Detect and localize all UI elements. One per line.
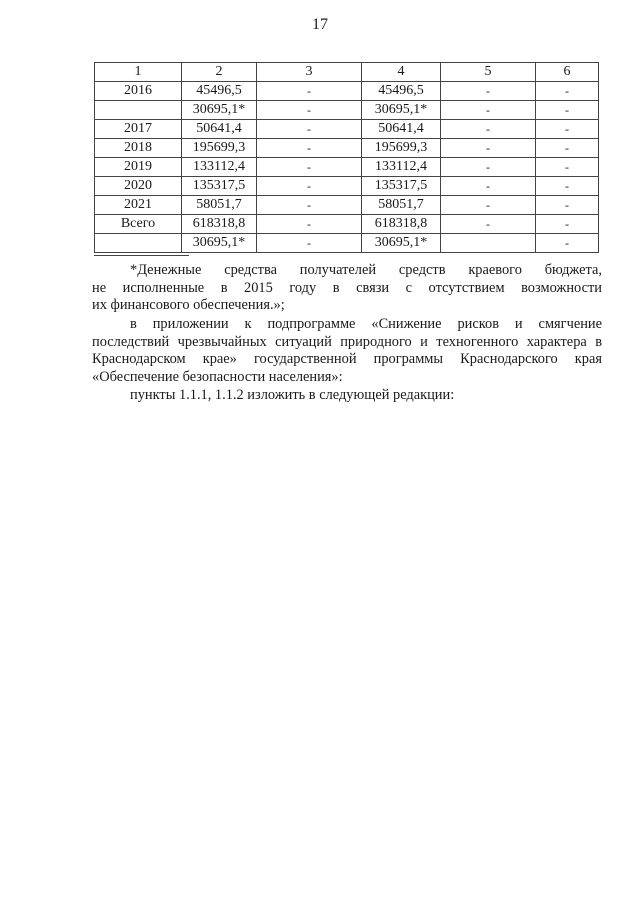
value-cell: - bbox=[441, 215, 536, 234]
header-cell: 4 bbox=[362, 63, 441, 82]
value-cell: 133112,4 bbox=[182, 158, 257, 177]
value-cell: 45496,5 bbox=[362, 82, 441, 101]
table-row bbox=[95, 177, 599, 196]
header-cell: 6 bbox=[536, 63, 599, 82]
year-cell: 2016 bbox=[95, 82, 182, 101]
paragraph-line: пункты 1.1.1, 1.1.2 изложить в следующей редакции: bbox=[130, 387, 455, 403]
footnote-separator bbox=[94, 255, 189, 256]
value-cell: - bbox=[536, 82, 599, 101]
paragraph-line: последствий чрезвычайных ситуаций природного и техногенного характера в bbox=[92, 333, 602, 350]
value-cell: - bbox=[257, 120, 362, 139]
value-cell: - bbox=[536, 139, 599, 158]
value-cell: 45496,5 bbox=[182, 82, 257, 101]
value-cell: - bbox=[257, 215, 362, 234]
header-cell: 3 bbox=[257, 63, 362, 82]
paragraph-line: Краснодарском крае» государственной программы Краснодарского края bbox=[92, 351, 602, 367]
value-cell: 618318,8 bbox=[182, 215, 257, 234]
value-cell: 30695,1* bbox=[182, 234, 257, 253]
value-cell: 618318,8 bbox=[362, 215, 441, 234]
header-cell: 1 bbox=[95, 63, 182, 82]
year-cell: 2017 bbox=[95, 120, 182, 139]
footnote-line: *Денежные средства получателей средств краевого бюджета, bbox=[130, 262, 602, 278]
value-cell: 195699,3 bbox=[182, 139, 257, 158]
value-cell: 58051,7 bbox=[362, 196, 441, 215]
page-number: 17 bbox=[312, 16, 328, 33]
value-cell: - bbox=[441, 177, 536, 196]
value-cell: - bbox=[536, 196, 599, 215]
year-cell bbox=[95, 101, 182, 120]
table-row bbox=[95, 158, 599, 177]
value-cell: 135317,5 bbox=[362, 177, 441, 196]
value-cell: 50641,4 bbox=[362, 120, 441, 139]
header-cell: 2 bbox=[182, 63, 257, 82]
table-header-row bbox=[95, 63, 599, 82]
year-cell: 2018 bbox=[95, 139, 182, 158]
value-cell: 30695,1* bbox=[182, 101, 257, 120]
value-cell: 133112,4 bbox=[362, 158, 441, 177]
value-cell: - bbox=[441, 82, 536, 101]
table-row bbox=[95, 215, 599, 234]
value-cell: - bbox=[536, 177, 599, 196]
value-cell: - bbox=[441, 120, 536, 139]
value-cell: 30695,1* bbox=[362, 101, 441, 120]
footnote-line: их финансового обеспечения.»; bbox=[92, 297, 285, 313]
value-cell: - bbox=[441, 158, 536, 177]
value-cell: 135317,5 bbox=[182, 177, 257, 196]
value-cell: - bbox=[536, 158, 599, 177]
value-cell: - bbox=[257, 234, 362, 253]
value-cell: - bbox=[257, 82, 362, 101]
value-cell: - bbox=[441, 101, 536, 120]
footnote bbox=[92, 262, 602, 315]
value-cell: - bbox=[441, 196, 536, 215]
value-cell: 50641,4 bbox=[182, 120, 257, 139]
funding-table bbox=[94, 62, 599, 253]
paragraph-items bbox=[92, 387, 602, 405]
year-cell: 2019 bbox=[95, 158, 182, 177]
value-cell: - bbox=[441, 139, 536, 158]
table-row bbox=[95, 196, 599, 215]
value-cell: - bbox=[257, 196, 362, 215]
table-row bbox=[95, 82, 599, 101]
value-cell: - bbox=[536, 120, 599, 139]
value-cell: - bbox=[536, 234, 599, 253]
value-cell: - bbox=[536, 215, 599, 234]
table-row bbox=[95, 139, 599, 158]
value-cell: - bbox=[257, 101, 362, 120]
value-cell: 195699,3 bbox=[362, 139, 441, 158]
value-cell bbox=[441, 234, 536, 253]
value-cell: - bbox=[257, 177, 362, 196]
year-cell: 2020 bbox=[95, 177, 182, 196]
value-cell: 30695,1* bbox=[362, 234, 441, 253]
table-row bbox=[95, 120, 599, 139]
header-cell: 5 bbox=[441, 63, 536, 82]
year-cell: 2021 bbox=[95, 196, 182, 215]
value-cell: 58051,7 bbox=[182, 196, 257, 215]
value-cell: - bbox=[257, 139, 362, 158]
year-cell: Всего bbox=[95, 215, 182, 234]
value-cell: - bbox=[536, 101, 599, 120]
table-row bbox=[95, 234, 599, 253]
paragraph-amendment bbox=[92, 316, 602, 386]
value-cell: - bbox=[257, 158, 362, 177]
footnote-line: не исполненные в 2015 году в связи с отсутствием возможности bbox=[92, 279, 602, 296]
paragraph-line: в приложении к подпрограмме «Снижение рисков и смягчение bbox=[130, 316, 602, 332]
year-cell bbox=[95, 234, 182, 253]
paragraph-line: «Обеспечение безопасности населения»: bbox=[92, 368, 343, 385]
table-row bbox=[95, 101, 599, 120]
